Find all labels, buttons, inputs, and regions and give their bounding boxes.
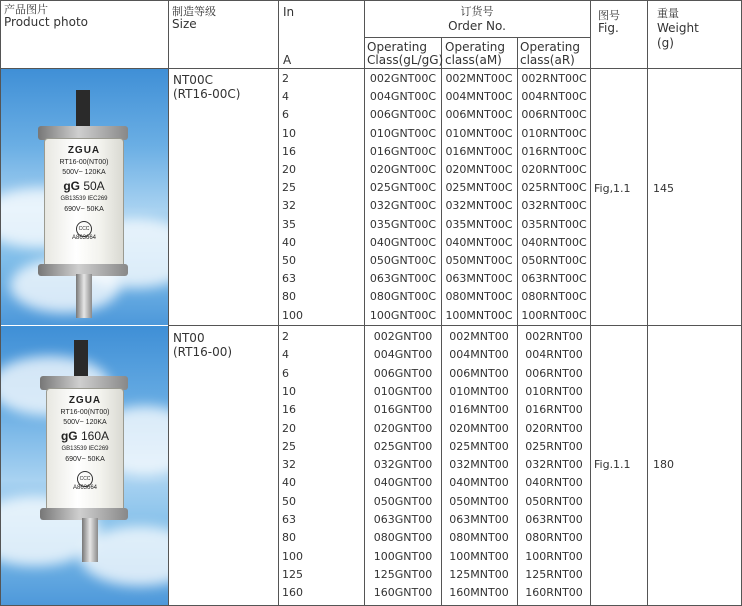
order-no-gg: 006GNT00C xyxy=(369,108,437,122)
rated-current: 20 xyxy=(282,421,296,435)
rated-current: 16 xyxy=(282,403,296,417)
order-no-gg: 006GNT00 xyxy=(373,366,433,380)
order-no-ar: 016RNT00C xyxy=(521,144,587,158)
ccc-mark-icon: CCC xyxy=(77,471,93,487)
order-no-ar: 063RNT00 xyxy=(525,513,583,526)
order-no-am: 025MNT00 xyxy=(449,439,509,453)
order-no-gg: 100GNT00C xyxy=(369,308,437,322)
order-no-ar: 010RNT00 xyxy=(525,384,583,398)
order-no-am: 032MNT00C xyxy=(445,199,513,213)
header-photo-en: Product photo xyxy=(4,15,88,29)
order-no-ar: 035RNT00C xyxy=(521,217,587,231)
order-no-am: 004MNT00C xyxy=(445,90,513,104)
order-no-am: 010MNT00 xyxy=(449,384,509,398)
order-no-am: 032MNT00 xyxy=(449,458,509,472)
order-no-ar: 025RNT00C xyxy=(521,181,587,195)
order-no-ar: 010RNT00C xyxy=(521,126,587,140)
order-no-ar: 004RNT00C xyxy=(521,90,587,104)
rated-current: 125 xyxy=(282,567,303,581)
order-no-am: 016MNT00C xyxy=(445,144,513,158)
header-op-gg-2: Class(gL/gG) xyxy=(367,53,444,67)
ccc-mark-icon: CCC xyxy=(76,221,92,237)
fuse-model: RT16-00(NT00) xyxy=(60,409,110,416)
order-no-gg: 010GNT00C xyxy=(369,126,437,140)
rated-current: 10 xyxy=(282,126,296,140)
order-no-gg: 020GNT00C xyxy=(369,163,437,176)
order-no-gg: 016GNT00C xyxy=(369,144,437,158)
order-no-gg: 025GNT00 xyxy=(373,439,433,453)
group2-size-line1: NT00 xyxy=(173,331,205,345)
order-no-ar: 080RNT00 xyxy=(525,531,583,545)
rated-current: 16 xyxy=(282,144,296,158)
order-no-am: 100MNT00 xyxy=(449,549,509,563)
rated-current: 2 xyxy=(282,72,289,85)
order-no-am: 035MNT00C xyxy=(445,217,513,231)
header-op-gg-1: Operating xyxy=(367,40,427,54)
header-size-en: Size xyxy=(172,17,197,31)
order-no-ar: 006RNT00C xyxy=(521,108,587,122)
header-op-ar-2: class(aR) xyxy=(520,53,575,67)
order-no-ar: 063RNT00C xyxy=(521,272,587,286)
order-no-am: 050MNT00 xyxy=(449,494,509,508)
order-no-gg: 040GNT00C xyxy=(369,235,437,249)
order-no-am: 025MNT00C xyxy=(445,181,513,195)
header-weight-unit: (g) xyxy=(657,36,674,50)
order-no-am: 002MNT00 xyxy=(449,330,509,343)
header-in: In xyxy=(283,5,295,19)
rated-current: 100 xyxy=(282,549,303,563)
fuse-model: RT16-00(NT00) xyxy=(59,159,109,166)
rated-current: 50 xyxy=(282,494,296,508)
fuse-rating2: 690V~ 50KA xyxy=(65,456,105,463)
order-no-am: 004MNT00 xyxy=(449,348,509,362)
rated-current: 20 xyxy=(282,163,296,176)
group2-fig: Fig.1.1 xyxy=(594,458,631,471)
group1-size-line2: (RT16-00C) xyxy=(173,87,241,101)
order-no-am: 006MNT00 xyxy=(449,366,509,380)
header-in-unit: A xyxy=(283,53,292,67)
order-no-gg: 002GNT00 xyxy=(373,330,433,343)
rated-current: 10 xyxy=(282,384,296,398)
order-no-gg: 032GNT00 xyxy=(373,458,433,472)
order-no-gg: 100GNT00 xyxy=(373,549,433,563)
order-no-ar: 050RNT00C xyxy=(521,254,587,267)
header-weight-en: Weight xyxy=(657,21,699,35)
order-no-gg: 050GNT00C xyxy=(369,254,437,267)
group1-size-line1: NT00C xyxy=(173,73,213,87)
order-no-am: 006MNT00C xyxy=(445,108,513,122)
order-no-ar: 020RNT00C xyxy=(521,163,587,176)
fuse-standard: GB13539 IEC269 xyxy=(61,446,109,452)
rated-current: 6 xyxy=(282,108,289,122)
order-no-ar: 040RNT00C xyxy=(521,235,587,249)
order-no-gg: 002GNT00C xyxy=(369,72,437,85)
header-order-en: Order No. xyxy=(448,19,506,33)
group2-size-line2: (RT16-00) xyxy=(173,345,233,359)
rated-current: 63 xyxy=(282,272,296,286)
order-no-ar: 016RNT00 xyxy=(525,403,583,417)
order-no-am: 125MNT00 xyxy=(449,567,509,581)
order-no-ar: 004RNT00 xyxy=(525,348,583,362)
fuse-rating: 500V~ 120KA xyxy=(62,169,106,176)
rated-current: 2 xyxy=(282,330,289,343)
order-no-am: 080MNT00C xyxy=(445,290,513,304)
rated-current: 25 xyxy=(282,439,296,453)
order-no-ar: 002RNT00C xyxy=(521,72,587,85)
fuse-code: A863664 xyxy=(72,485,98,491)
order-no-am: 002MNT00C xyxy=(445,72,513,85)
order-no-ar: 006RNT00 xyxy=(525,366,583,380)
rated-current: 63 xyxy=(282,513,296,526)
rated-current: 32 xyxy=(282,199,296,213)
fuse-brand: ZGUA xyxy=(67,145,101,156)
rated-current: 4 xyxy=(282,90,289,104)
order-no-gg: 160GNT00 xyxy=(373,586,433,600)
rated-current: 40 xyxy=(282,476,296,490)
header-size-cn: 制造等级 xyxy=(172,5,216,18)
order-no-gg: 032GNT00C xyxy=(369,199,437,213)
rated-current: 25 xyxy=(282,181,296,195)
order-no-ar: 100RNT00C xyxy=(521,308,587,322)
fuse-brand: ZGUA xyxy=(68,395,102,406)
order-no-am: 040MNT00C xyxy=(445,235,513,249)
fuse-amps: 50A xyxy=(83,179,105,193)
rated-current: 50 xyxy=(282,254,296,267)
order-no-gg: 004GNT00 xyxy=(373,348,433,362)
header-op-am-1: Operating xyxy=(445,40,505,54)
order-no-am: 063MNT00C xyxy=(445,272,513,286)
order-no-am: 050MNT00C xyxy=(445,254,513,267)
rated-current: 80 xyxy=(282,290,296,304)
order-no-ar: 002RNT00 xyxy=(525,330,583,343)
rated-current: 40 xyxy=(282,235,296,249)
order-no-gg: 080GNT00C xyxy=(369,290,437,304)
order-no-gg: 063GNT00C xyxy=(369,272,437,286)
order-no-gg: 010GNT00 xyxy=(373,384,433,398)
order-no-gg: 025GNT00C xyxy=(369,181,437,195)
order-no-gg: 063GNT00 xyxy=(373,513,433,526)
order-no-ar: 100RNT00 xyxy=(525,549,583,563)
rated-current: 80 xyxy=(282,531,296,545)
order-no-gg: 004GNT00C xyxy=(369,90,437,104)
order-no-gg: 035GNT00C xyxy=(369,217,437,231)
order-no-ar: 032RNT00C xyxy=(521,199,587,213)
order-no-am: 063MNT00 xyxy=(449,513,509,526)
rated-current: 35 xyxy=(282,217,296,231)
order-no-ar: 080RNT00C xyxy=(521,290,587,304)
header-weight-cn: 重量 xyxy=(657,7,679,20)
fuse-rating2: 690V~ 50KA xyxy=(64,206,104,213)
order-no-gg: 050GNT00 xyxy=(373,494,433,508)
header-fig-cn: 图号 xyxy=(598,9,620,22)
order-no-ar: 040RNT00 xyxy=(525,476,583,490)
header-photo-cn: 产品图片 xyxy=(4,3,48,16)
header-fig-en: Fig. xyxy=(598,21,619,35)
fuse-standard: GB13539 IEC269 xyxy=(60,196,108,202)
group2-weight: 180 xyxy=(653,458,674,471)
fuse-class: gG xyxy=(63,179,80,193)
order-no-am: 040MNT00 xyxy=(449,476,509,490)
order-no-am: 020MNT00C xyxy=(445,163,513,176)
order-no-am: 100MNT00C xyxy=(445,308,513,322)
order-no-am: 010MNT00C xyxy=(445,126,513,140)
order-no-gg: 125GNT00 xyxy=(373,567,433,581)
order-no-am: 020MNT00 xyxy=(449,421,509,435)
order-no-ar: 025RNT00 xyxy=(525,439,583,453)
order-no-ar: 020RNT00 xyxy=(525,421,583,435)
rated-current: 160 xyxy=(282,586,303,600)
group1-fig: Fig,1.1 xyxy=(594,182,631,195)
header-op-ar-1: Operating xyxy=(520,40,580,54)
order-no-gg: 016GNT00 xyxy=(373,403,433,417)
fuse-code: A863664 xyxy=(71,235,97,241)
rated-current: 6 xyxy=(282,366,289,380)
order-no-am: 016MNT00 xyxy=(449,403,509,417)
order-no-gg: 080GNT00 xyxy=(373,531,433,545)
fuse-amps: 160A xyxy=(80,429,110,443)
fuse-class: gG xyxy=(60,429,78,443)
rated-current: 4 xyxy=(282,348,289,362)
group1-weight: 145 xyxy=(653,182,674,195)
header-op-am-2: class(aM) xyxy=(445,53,502,67)
order-no-am: 080MNT00 xyxy=(449,531,509,545)
rated-current: 100 xyxy=(282,308,303,322)
order-no-ar: 050RNT00 xyxy=(525,494,583,508)
fuse-rating: 500V~ 120KA xyxy=(63,419,107,426)
order-no-am: 160MNT00 xyxy=(449,586,509,600)
order-no-ar: 032RNT00 xyxy=(525,458,583,472)
order-no-ar: 125RNT00 xyxy=(525,567,583,581)
order-no-gg: 040GNT00 xyxy=(373,476,433,490)
header-order-cn: 订货号 xyxy=(460,5,494,18)
rated-current: 32 xyxy=(282,458,296,472)
order-no-ar: 160RNT00 xyxy=(525,586,583,600)
order-no-gg: 020GNT00 xyxy=(373,421,433,435)
